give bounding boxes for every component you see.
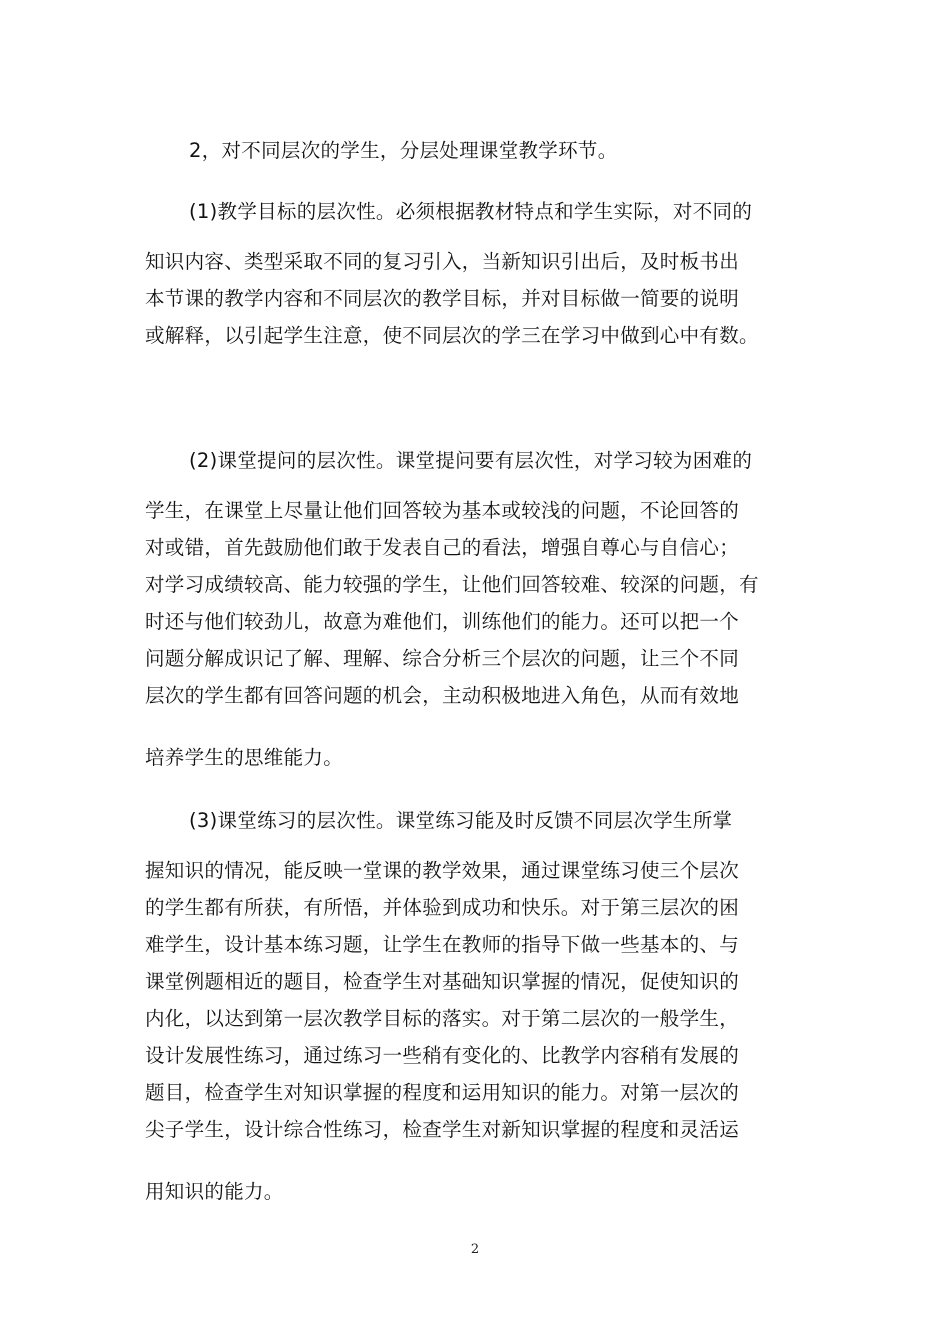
paragraph-line: 时还与他们较劲儿，故意为难他们，训练他们的能力。还可以把一个 [145,610,740,633]
paragraph-line: 问题分解成识记了解、理解、综合分析三个层次的问题，让三个不同 [145,647,740,670]
paragraph-line: 设计发展性练习，通过练习一些稍有变化的、比教学内容稍有发展的 [145,1044,740,1067]
paragraph-line: 学生，在课堂上尽量让他们回答较为基本或较浅的问题，不论回答的 [145,499,740,522]
paragraph-line: (1)教学目标的层次性。必须根据教材特点和学生实际，对不同的 [189,200,753,223]
paragraph-line: 课堂例题相近的题目，检查学生对基础知识掌握的情况，促使知识的 [145,970,740,993]
paragraph-line: 培养学生的思维能力。 [145,746,344,769]
paragraph-line: 对或错，首先鼓励他们敢于发表自己的看法，增强自尊心与自信心； [145,536,740,559]
paragraph-line: 知识内容、类型采取不同的复习引入，当新知识引出后，及时板书出 [145,250,740,273]
paragraph-line: 握知识的情况，能反映一堂课的教学效果，通过课堂练习使三个层次 [145,859,740,882]
heading-line: 2，对不同层次的学生，分层处理课堂教学环节。 [189,139,618,162]
paragraph-line: (3)课堂练习的层次性。课堂练习能及时反馈不同层次学生所掌 [189,809,733,832]
paragraph-line: 本节课的教学内容和不同层次的教学目标，并对目标做一简要的说明 [145,287,740,310]
paragraph-line: 的学生都有所获，有所悟，并体验到成功和快乐。对于第三层次的困 [145,896,740,919]
paragraph-line: 对学习成绩较高、能力较强的学生，让他们回答较难、较深的问题，有 [145,573,759,596]
paragraph-line: 题目，检查学生对知识掌握的程度和运用知识的能力。对第一层次的 [145,1081,740,1104]
paragraph-line: 用知识的能力。 [145,1180,284,1203]
paragraph-line: 难学生，设计基本练习题，让学生在教师的指导下做一些基本的、与 [145,933,740,956]
paragraph-line: 内化，以达到第一层次教学目标的落实。对于第二层次的一般学生， [145,1007,740,1030]
paragraph-line: (2)课堂提问的层次性。课堂提问要有层次性，对学习较为困难的 [189,449,753,472]
paragraph-line: 层次的学生都有回答问题的机会，主动积极地进入角色，从而有效地 [145,684,740,707]
paragraph-line: 尖子学生，设计综合性练习，检查学生对新知识掌握的程度和灵活运 [145,1118,740,1141]
paragraph-line: 或解释，以引起学生注意，使不同层次的学三在学习中做到心中有数。 [145,324,759,347]
page-number: 2 [470,1242,480,1257]
